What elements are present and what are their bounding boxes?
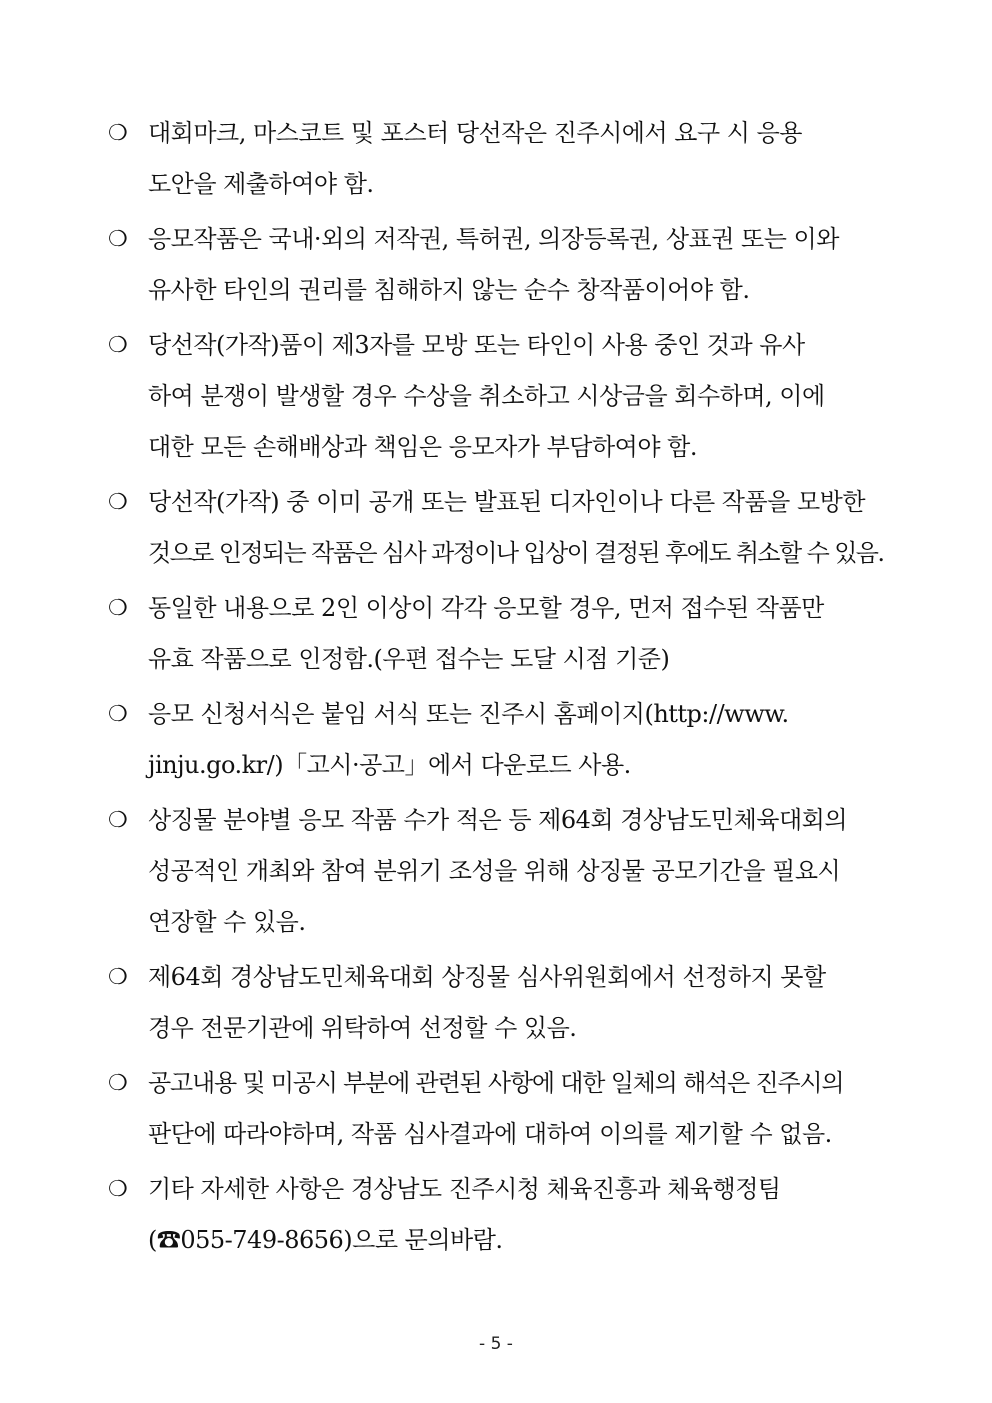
text-line: 대한 모든 손해배상과 책임은 응모자가 부담하여야 함.	[148, 433, 697, 461]
circle-bullet-icon: ❍	[108, 1177, 128, 1202]
item-text	[148, 1058, 908, 1160]
list-item	[108, 583, 908, 685]
item-text	[148, 952, 908, 1054]
list-item	[108, 214, 908, 316]
circle-bullet-icon: ❍	[108, 333, 128, 358]
circle-bullet-icon: ❍	[108, 121, 128, 146]
text-line: 제64회 경상남도민체육대회 상징물 심사위원회에서 선정하지 못할	[148, 963, 826, 991]
list-item	[108, 952, 908, 1054]
text-line: 성공적인 개최와 참여 분위기 조성을 위해 상징물 공모기간을 필요시	[148, 857, 841, 885]
circle-bullet-icon: ❍	[108, 490, 128, 515]
list-item	[108, 477, 908, 579]
list-item	[108, 1164, 908, 1266]
circle-bullet-icon: ❍	[108, 965, 128, 990]
circle-bullet-icon: ❍	[108, 808, 128, 833]
text-line: 당선작(가작)품이 제3자를 모방 또는 타인이 사용 중인 것과 유사	[148, 331, 805, 359]
text-line: 응모작품은 국내·외의 저작권, 특허권, 의장등록권, 상표권 또는 이와	[148, 225, 839, 253]
text-line: 연장할 수 있음.	[148, 908, 306, 936]
item-text	[148, 1164, 908, 1266]
text-line: 것으로 인정되는 작품은 심사 과정이나 입상이 결정된 후에도 취소할 수 있음.	[148, 539, 884, 567]
text-line: jinju.go.kr/)「고시·공고」에서 다운로드 사용.	[148, 751, 631, 779]
circle-bullet-icon: ❍	[108, 702, 128, 727]
circle-bullet-icon: ❍	[108, 227, 128, 252]
item-text	[148, 108, 908, 210]
list-item	[108, 108, 908, 210]
circle-bullet-icon: ❍	[108, 1071, 128, 1096]
text-line: 유사한 타인의 권리를 침해하지 않는 순수 창작품이어야 함.	[148, 276, 750, 304]
list-item	[108, 689, 908, 791]
notice-list	[108, 108, 908, 1270]
item-text	[148, 583, 908, 685]
text-line: (☎055-749-8656)으로 문의바람.	[148, 1226, 503, 1254]
item-text	[148, 795, 908, 948]
list-item	[108, 320, 908, 473]
text-line: 당선작(가작) 중 이미 공개 또는 발표된 디자인이나 다른 작품을 모방한	[148, 488, 866, 516]
list-item	[108, 1058, 908, 1160]
text-line: 도안을 제출하여야 함.	[148, 170, 374, 198]
text-line: 응모 신청서식은 붙임 서식 또는 진주시 홈페이지(http://www.	[148, 700, 789, 728]
text-line: 경우 전문기관에 위탁하여 선정할 수 있음.	[148, 1014, 577, 1042]
list-item	[108, 795, 908, 948]
circle-bullet-icon: ❍	[108, 596, 128, 621]
text-line: 대회마크, 마스코트 및 포스터 당선작은 진주시에서 요구 시 응용	[148, 119, 802, 147]
text-line: 하여 분쟁이 발생할 경우 수상을 취소하고 시상금을 회수하며, 이에	[148, 382, 825, 410]
text-line: 공고내용 및 미공시 부분에 관련된 사항에 대한 일체의 해석은 진주시의	[148, 1069, 844, 1097]
text-line: 판단에 따라야하며, 작품 심사결과에 대하여 이의를 제기할 수 없음.	[148, 1120, 832, 1148]
text-line: 기타 자세한 사항은 경상남도 진주시청 체육진흥과 체육행정팀	[148, 1175, 781, 1203]
page-number: - 5 -	[479, 1334, 513, 1354]
item-text	[148, 320, 908, 473]
text-line: 상징물 분야별 응모 작품 수가 적은 등 제64회 경상남도민체육대회의	[148, 806, 848, 834]
text-line: 유효 작품으로 인정함.(우편 접수는 도달 시점 기준)	[148, 645, 670, 673]
item-text	[148, 477, 908, 579]
text-line: 동일한 내용으로 2인 이상이 각각 응모할 경우, 먼저 접수된 작품만	[148, 594, 824, 622]
item-text	[148, 214, 908, 316]
item-text	[148, 689, 908, 791]
